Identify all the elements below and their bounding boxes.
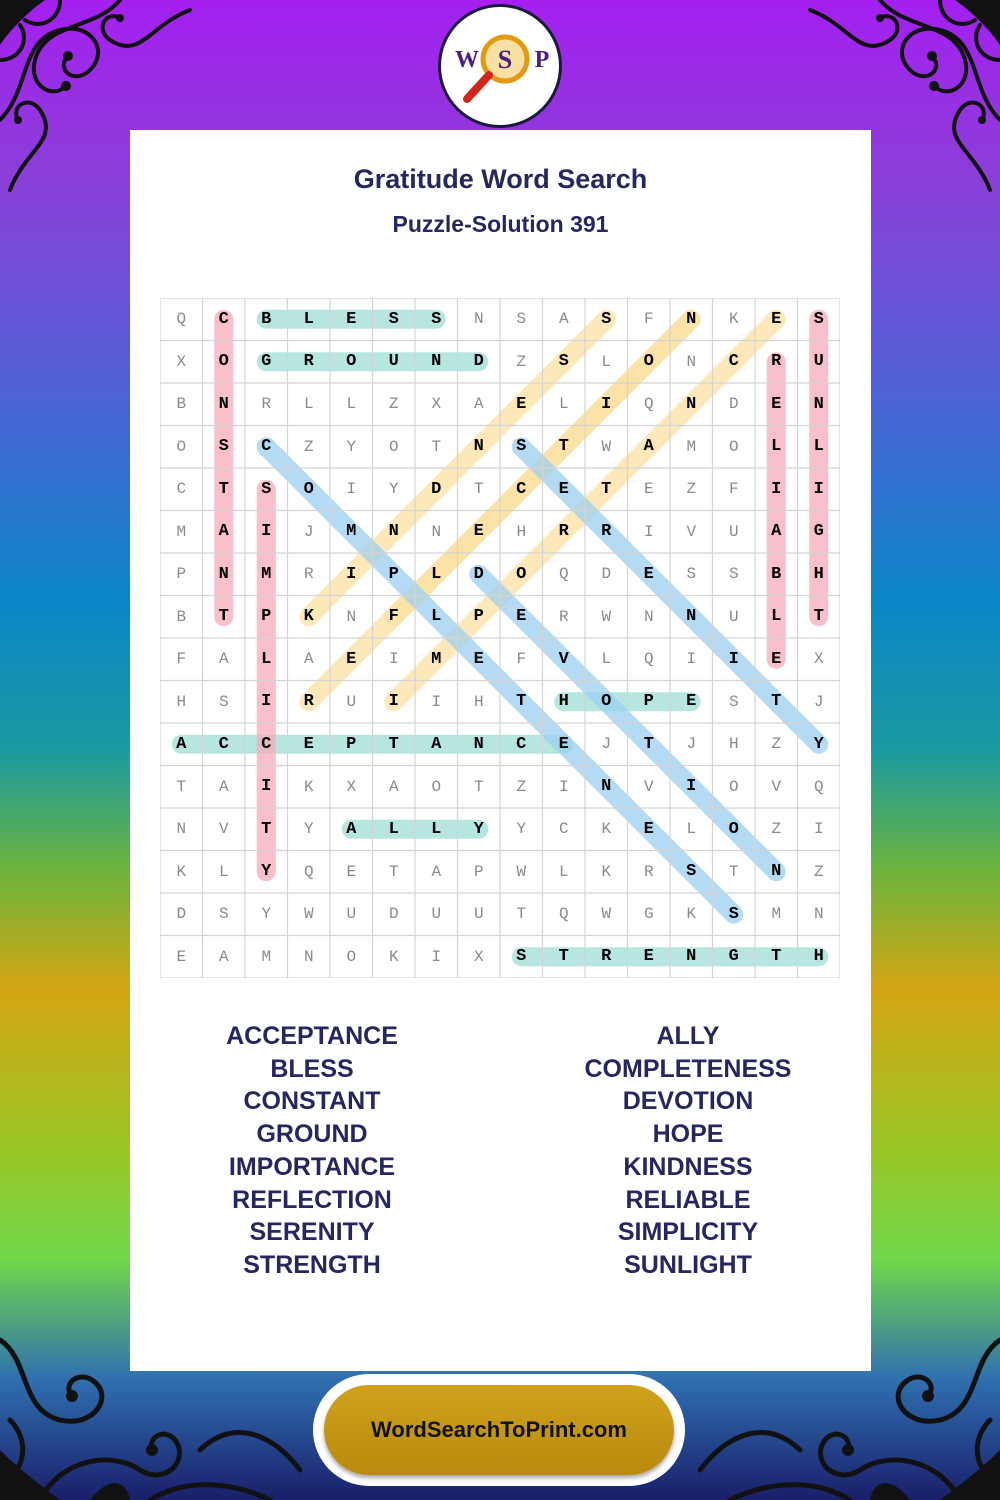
grid-cell[interactable]: V: [218, 820, 229, 839]
grid-cell[interactable]: C: [728, 352, 739, 372]
grid-cell[interactable]: L: [431, 564, 442, 584]
grid-cell[interactable]: E: [473, 649, 484, 669]
grid-cell[interactable]: P: [261, 607, 272, 627]
grid-cell[interactable]: N: [218, 394, 229, 414]
grid-cell[interactable]: E: [686, 692, 697, 712]
word-list-item: RELIABLE: [625, 1185, 751, 1214]
grid-cell[interactable]: A: [218, 777, 229, 796]
grid-cell[interactable]: U: [346, 905, 357, 924]
grid-cell[interactable]: Y: [303, 820, 314, 839]
word-list-item: CONSTANT: [243, 1087, 381, 1116]
grid-cell[interactable]: V: [643, 777, 654, 796]
grid-cell[interactable]: Y: [388, 480, 399, 499]
grid-cell[interactable]: Q: [558, 565, 569, 584]
grid-cell[interactable]: Y: [813, 734, 824, 754]
logo-letter: P: [534, 47, 550, 73]
grid-cell[interactable]: N: [771, 862, 782, 882]
grid-cell[interactable]: T: [558, 947, 569, 967]
grid-cell[interactable]: A: [346, 819, 357, 839]
grid-cell[interactable]: J: [303, 522, 314, 541]
grid-cell[interactable]: E: [643, 564, 654, 584]
grid-cell[interactable]: U: [431, 905, 442, 924]
grid-cell[interactable]: I: [686, 650, 697, 669]
grid-cell[interactable]: T: [771, 947, 782, 967]
grid-cell[interactable]: L: [686, 820, 697, 839]
grid-cell[interactable]: T: [176, 777, 187, 796]
grid-cell[interactable]: L: [303, 309, 314, 329]
grid-cell[interactable]: R: [303, 352, 314, 372]
letter-grid-container: [160, 298, 840, 978]
grid-cell[interactable]: A: [431, 862, 442, 881]
grid-cell[interactable]: I: [346, 564, 357, 584]
grid-cell[interactable]: Z: [771, 820, 782, 839]
grid-cell[interactable]: U: [728, 522, 739, 541]
grid-cell[interactable]: F: [728, 480, 739, 499]
grid-cell[interactable]: S: [388, 309, 399, 329]
grid-cell[interactable]: K: [601, 862, 612, 881]
grid-cell[interactable]: S: [601, 309, 612, 329]
grid-cell[interactable]: M: [686, 437, 697, 456]
grid-cell[interactable]: A: [218, 947, 229, 966]
grid-cell[interactable]: S: [218, 692, 229, 711]
grid-cell[interactable]: O: [303, 479, 314, 499]
grid-cell[interactable]: U: [728, 607, 739, 626]
grid-cell[interactable]: A: [771, 522, 782, 542]
word-list-item: DEVOTION: [622, 1087, 754, 1116]
grid-cell[interactable]: R: [601, 522, 612, 542]
grid-cell[interactable]: N: [686, 352, 697, 371]
grid-cell[interactable]: I: [388, 650, 399, 669]
grid-cell[interactable]: I: [686, 777, 697, 797]
grid-cell[interactable]: W: [516, 862, 527, 881]
grid-cell[interactable]: L: [261, 649, 272, 669]
grid-cell[interactable]: X: [813, 650, 824, 669]
word-list-item: HOPE: [652, 1120, 724, 1149]
footer-pill: [313, 1374, 685, 1486]
grid-cell[interactable]: J: [813, 692, 824, 711]
grid-cell[interactable]: L: [431, 607, 442, 627]
grid-cell[interactable]: I: [771, 479, 782, 499]
grid-cell[interactable]: I: [813, 479, 824, 499]
grid-cell[interactable]: K: [686, 905, 697, 924]
grid-cell[interactable]: N: [303, 947, 314, 966]
grid-cell[interactable]: E: [303, 734, 314, 754]
grid-cell[interactable]: W: [601, 437, 612, 456]
grid-cell[interactable]: L: [601, 352, 612, 371]
grid-cell[interactable]: T: [473, 777, 484, 796]
grid-cell[interactable]: T: [261, 819, 272, 839]
grid-cell[interactable]: R: [261, 395, 272, 414]
grid-cell[interactable]: O: [431, 777, 442, 796]
grid-cell[interactable]: S: [261, 479, 272, 499]
word-list-item: SIMPLICITY: [617, 1218, 759, 1247]
grid-cell[interactable]: H: [813, 947, 824, 967]
grid-cell[interactable]: Y: [346, 437, 357, 456]
grid-cell[interactable]: M: [431, 649, 442, 669]
grid-cell[interactable]: H: [813, 564, 824, 584]
grid-cell[interactable]: I: [261, 692, 272, 712]
grid-cell[interactable]: F: [516, 650, 527, 669]
grid-cell[interactable]: Q: [176, 310, 187, 329]
website-link-label: WordSearchToPrint.com: [371, 1417, 627, 1442]
grid-cell[interactable]: V: [686, 522, 697, 541]
grid-cell[interactable]: K: [728, 310, 739, 329]
grid-cell[interactable]: L: [771, 607, 782, 627]
grid-cell[interactable]: K: [388, 947, 399, 966]
grid-cell[interactable]: E: [558, 734, 569, 754]
grid-cell[interactable]: M: [176, 522, 187, 541]
grid-cell[interactable]: Y: [473, 819, 484, 839]
word-list-item: STRENGTH: [243, 1250, 381, 1279]
word-list-item: GROUND: [256, 1120, 368, 1149]
grid-cell[interactable]: X: [346, 777, 357, 796]
grid-cell[interactable]: S: [728, 565, 739, 584]
grid-cell[interactable]: H: [473, 692, 484, 711]
grid-cell[interactable]: U: [388, 352, 399, 372]
word-list-item: SUNLIGHT: [624, 1250, 752, 1279]
grid-cell[interactable]: N: [346, 607, 357, 626]
word-list-item: ACCEPTANCE: [226, 1022, 398, 1050]
grid-cell[interactable]: L: [388, 819, 399, 839]
grid-cell[interactable]: E: [643, 947, 654, 967]
grid-cell[interactable]: Z: [516, 352, 527, 371]
word-list-item: BLESS: [270, 1054, 354, 1083]
grid-cell[interactable]: N: [473, 310, 484, 329]
grid-cell[interactable]: I: [558, 777, 569, 796]
grid-cell[interactable]: W: [303, 905, 314, 924]
grid-cell[interactable]: I: [643, 522, 654, 541]
grid-cell[interactable]: S: [431, 309, 442, 329]
grid-cell[interactable]: E: [643, 480, 654, 499]
grid-cell[interactable]: A: [218, 522, 229, 542]
grid-cell[interactable]: S: [516, 437, 527, 457]
grid-cell[interactable]: Q: [643, 650, 654, 669]
grid-cell[interactable]: K: [303, 607, 314, 627]
grid-cell[interactable]: C: [176, 480, 187, 499]
grid-cell[interactable]: S: [558, 352, 569, 372]
grid-cell[interactable]: J: [601, 735, 612, 754]
grid-cell[interactable]: Q: [813, 777, 824, 796]
grid-cell[interactable]: K: [601, 820, 612, 839]
grid-cell[interactable]: O: [516, 564, 527, 584]
grid-cell[interactable]: D: [176, 905, 187, 924]
grid-cell[interactable]: T: [728, 862, 739, 881]
grid-cell[interactable]: Q: [643, 395, 654, 414]
grid-cell[interactable]: B: [176, 607, 187, 626]
grid-cell[interactable]: L: [346, 395, 357, 414]
grid-cell[interactable]: E: [473, 522, 484, 542]
grid-cell[interactable]: N: [643, 607, 654, 626]
grid-cell[interactable]: I: [431, 692, 442, 711]
word-list-right: [506, 1020, 870, 1282]
grid-cell[interactable]: O: [601, 692, 612, 712]
grid-cell[interactable]: K: [303, 777, 314, 796]
grid-cell[interactable]: G: [643, 905, 654, 924]
grid-cell[interactable]: N: [686, 947, 697, 967]
magnifier-icon: [445, 21, 555, 111]
grid-cell[interactable]: F: [388, 607, 399, 627]
grid-cell[interactable]: N: [686, 309, 697, 329]
grid-cell[interactable]: M: [261, 564, 272, 584]
grid-cell[interactable]: A: [558, 310, 569, 329]
grid-cell[interactable]: O: [346, 947, 357, 966]
grid-cell[interactable]: G: [728, 947, 739, 967]
letter-grid: [160, 298, 840, 978]
grid-cell[interactable]: O: [728, 777, 739, 796]
grid-cell[interactable]: S: [516, 947, 527, 967]
grid-cell[interactable]: C: [516, 734, 527, 754]
website-link-button[interactable]: [324, 1385, 674, 1475]
grid-cell[interactable]: T: [601, 479, 612, 499]
grid-cell[interactable]: N: [813, 905, 824, 924]
grid-cell[interactable]: A: [473, 395, 484, 414]
logo-letter: W: [455, 47, 479, 73]
grid-cell[interactable]: T: [813, 607, 824, 627]
grid-cell[interactable]: D: [728, 395, 739, 414]
grid-cell[interactable]: T: [218, 479, 229, 499]
site-logo[interactable]: [438, 4, 562, 128]
grid-cell[interactable]: D: [473, 352, 484, 372]
grid-cell[interactable]: Z: [303, 437, 314, 456]
grid-cell[interactable]: L: [558, 862, 569, 881]
grid-cell[interactable]: R: [558, 607, 569, 626]
grid-cell[interactable]: C: [218, 309, 229, 329]
logo-letter: S: [497, 45, 513, 74]
grid-cell[interactable]: P: [346, 734, 357, 754]
grid-cell[interactable]: O: [176, 437, 187, 456]
grid-cell[interactable]: L: [431, 819, 442, 839]
grid-cell[interactable]: P: [643, 692, 654, 712]
grid-cell[interactable]: E: [346, 309, 357, 329]
word-list-item: IMPORTANCE: [228, 1152, 396, 1181]
grid-cell[interactable]: N: [218, 564, 229, 584]
grid-cell[interactable]: P: [473, 862, 484, 881]
grid-cell[interactable]: N: [686, 394, 697, 414]
grid-cell[interactable]: X: [176, 352, 187, 371]
grid-cell[interactable]: T: [473, 480, 484, 499]
grid-cell[interactable]: N: [388, 522, 399, 542]
grid-cell[interactable]: V: [771, 777, 782, 796]
grid-cell[interactable]: U: [346, 692, 357, 711]
grid-cell[interactable]: S: [686, 862, 697, 882]
grid-cell[interactable]: I: [261, 777, 272, 797]
grid-cell[interactable]: U: [473, 905, 484, 924]
grid-cell[interactable]: B: [176, 395, 187, 414]
grid-cell[interactable]: N: [813, 394, 824, 414]
grid-cell[interactable]: I: [728, 649, 739, 669]
grid-cell[interactable]: W: [601, 905, 612, 924]
grid-cell[interactable]: A: [303, 650, 314, 669]
grid-cell[interactable]: T: [643, 734, 654, 754]
grid-cell[interactable]: A: [218, 650, 229, 669]
grid-cell[interactable]: I: [813, 820, 824, 839]
grid-cell[interactable]: T: [388, 862, 399, 881]
grid-cell[interactable]: T: [516, 905, 527, 924]
grid-cell[interactable]: R: [601, 947, 612, 967]
grid-cell[interactable]: V: [558, 649, 569, 669]
word-list-item: COMPLETENESS: [584, 1054, 792, 1083]
grid-cell[interactable]: S: [813, 309, 824, 329]
grid-cell[interactable]: N: [431, 522, 442, 541]
grid-cell[interactable]: E: [516, 607, 527, 627]
grid-cell[interactable]: R: [558, 522, 569, 542]
grid-cell[interactable]: L: [218, 862, 229, 881]
grid-cell[interactable]: Q: [303, 862, 314, 881]
page-subtitle: Puzzle-Solution 391: [392, 211, 609, 237]
grid-cell[interactable]: F: [643, 310, 654, 329]
grid-cell[interactable]: S: [218, 437, 229, 457]
grid-cell[interactable]: F: [176, 650, 187, 669]
grid-cell[interactable]: H: [558, 692, 569, 712]
grid-cell[interactable]: E: [643, 819, 654, 839]
grid-cell[interactable]: S: [728, 692, 739, 711]
grid-cell[interactable]: W: [601, 607, 612, 626]
grid-cell[interactable]: M: [771, 905, 782, 924]
grid-cell[interactable]: Z: [516, 777, 527, 796]
grid-cell[interactable]: L: [558, 395, 569, 414]
grid-cell[interactable]: N: [601, 777, 612, 797]
grid-cell[interactable]: I: [601, 394, 612, 414]
grid-cell[interactable]: N: [473, 437, 484, 457]
grid-cell[interactable]: R: [303, 692, 314, 712]
grid-cell[interactable]: C: [261, 437, 272, 457]
grid-cell[interactable]: N: [431, 352, 442, 372]
grid-cell[interactable]: I: [431, 947, 442, 966]
grid-cell[interactable]: C: [558, 820, 569, 839]
grid-cell[interactable]: C: [261, 734, 272, 754]
grid-cell[interactable]: H: [176, 692, 187, 711]
grid-cell[interactable]: L: [771, 437, 782, 457]
grid-cell[interactable]: I: [261, 522, 272, 542]
grid-cell[interactable]: O: [346, 352, 357, 372]
word-list-item: ALLY: [656, 1022, 720, 1050]
grid-cell[interactable]: X: [473, 947, 484, 966]
grid-cell[interactable]: T: [558, 437, 569, 457]
grid-cell[interactable]: I: [346, 480, 357, 499]
grid-cell[interactable]: E: [516, 394, 527, 414]
grid-cell[interactable]: U: [813, 352, 824, 372]
grid-cell[interactable]: R: [771, 352, 782, 372]
grid-cell[interactable]: L: [601, 650, 612, 669]
word-list-item: KINDNESS: [623, 1152, 753, 1181]
grid-cell[interactable]: X: [431, 395, 442, 414]
grid-cell[interactable]: G: [261, 352, 272, 372]
grid-cell[interactable]: M: [261, 947, 272, 966]
grid-cell[interactable]: B: [771, 564, 782, 584]
grid-cell[interactable]: T: [771, 692, 782, 712]
grid-cell[interactable]: H: [516, 522, 527, 541]
grid-cell[interactable]: T: [218, 607, 229, 627]
grid-cell[interactable]: N: [473, 734, 484, 754]
grid-cell[interactable]: E: [176, 947, 187, 966]
grid-cell[interactable]: E: [346, 649, 357, 669]
word-list-item: REFLECTION: [232, 1185, 392, 1214]
grid-cell[interactable]: Y: [261, 905, 272, 924]
grid-cell[interactable]: Z: [813, 862, 824, 881]
grid-cell[interactable]: N: [176, 820, 187, 839]
grid-cell[interactable]: C: [218, 734, 229, 754]
grid-cell[interactable]: A: [431, 734, 442, 754]
grid-cell[interactable]: P: [176, 565, 187, 584]
grid-cell[interactable]: K: [176, 862, 187, 881]
grid-cell[interactable]: D: [601, 565, 612, 584]
grid-cell[interactable]: B: [261, 309, 272, 329]
grid-cell[interactable]: A: [643, 437, 654, 457]
grid-cell[interactable]: A: [388, 777, 399, 796]
grid-cell[interactable]: M: [346, 522, 357, 542]
grid-cell[interactable]: Y: [516, 820, 527, 839]
grid-cell[interactable]: P: [388, 564, 399, 584]
grid-cell[interactable]: G: [813, 522, 824, 542]
grid-cell[interactable]: D: [388, 905, 399, 924]
grid-cell[interactable]: E: [558, 479, 569, 499]
grid-cell[interactable]: A: [176, 734, 187, 754]
grid-cell[interactable]: T: [516, 692, 527, 712]
puzzle-sheet: [130, 130, 871, 1371]
grid-cell[interactable]: E: [346, 862, 357, 881]
grid-cell[interactable]: Z: [388, 395, 399, 414]
grid-cell[interactable]: O: [218, 352, 229, 372]
word-list-left: [130, 1020, 494, 1282]
grid-cell[interactable]: E: [771, 649, 782, 669]
word-list-item: SERENITY: [249, 1218, 375, 1247]
grid-cell[interactable]: N: [686, 607, 697, 627]
grid-cell[interactable]: T: [431, 437, 442, 456]
grid-cell[interactable]: O: [728, 819, 739, 839]
grid-cell[interactable]: Z: [686, 480, 697, 499]
grid-cell[interactable]: H: [728, 735, 739, 754]
grid-cell[interactable]: O: [388, 437, 399, 456]
grid-cell[interactable]: E: [771, 394, 782, 414]
grid-cell[interactable]: O: [643, 352, 654, 372]
grid-cell[interactable]: R: [303, 565, 314, 584]
grid-cell[interactable]: Z: [771, 735, 782, 754]
grid-cell[interactable]: O: [728, 437, 739, 456]
grid-cell[interactable]: I: [388, 692, 399, 712]
grid-cell[interactable]: C: [516, 479, 527, 499]
grid-cell[interactable]: D: [431, 479, 442, 499]
grid-cell[interactable]: S: [728, 904, 739, 924]
grid-cell[interactable]: P: [473, 607, 484, 627]
grid-cell[interactable]: L: [303, 395, 314, 414]
grid-cell[interactable]: J: [686, 735, 697, 754]
grid-cell[interactable]: S: [686, 565, 697, 584]
grid-cell[interactable]: S: [218, 905, 229, 924]
grid-cell[interactable]: Y: [261, 862, 272, 882]
page-title: Gratitude Word Search: [353, 164, 648, 194]
grid-cell[interactable]: T: [388, 734, 399, 754]
grid-cell[interactable]: E: [771, 309, 782, 329]
grid-cell[interactable]: D: [473, 564, 484, 584]
grid-cell[interactable]: S: [516, 310, 527, 329]
grid-cell[interactable]: Q: [558, 905, 569, 924]
grid-cell[interactable]: R: [643, 862, 654, 881]
grid-cell[interactable]: L: [813, 437, 824, 457]
